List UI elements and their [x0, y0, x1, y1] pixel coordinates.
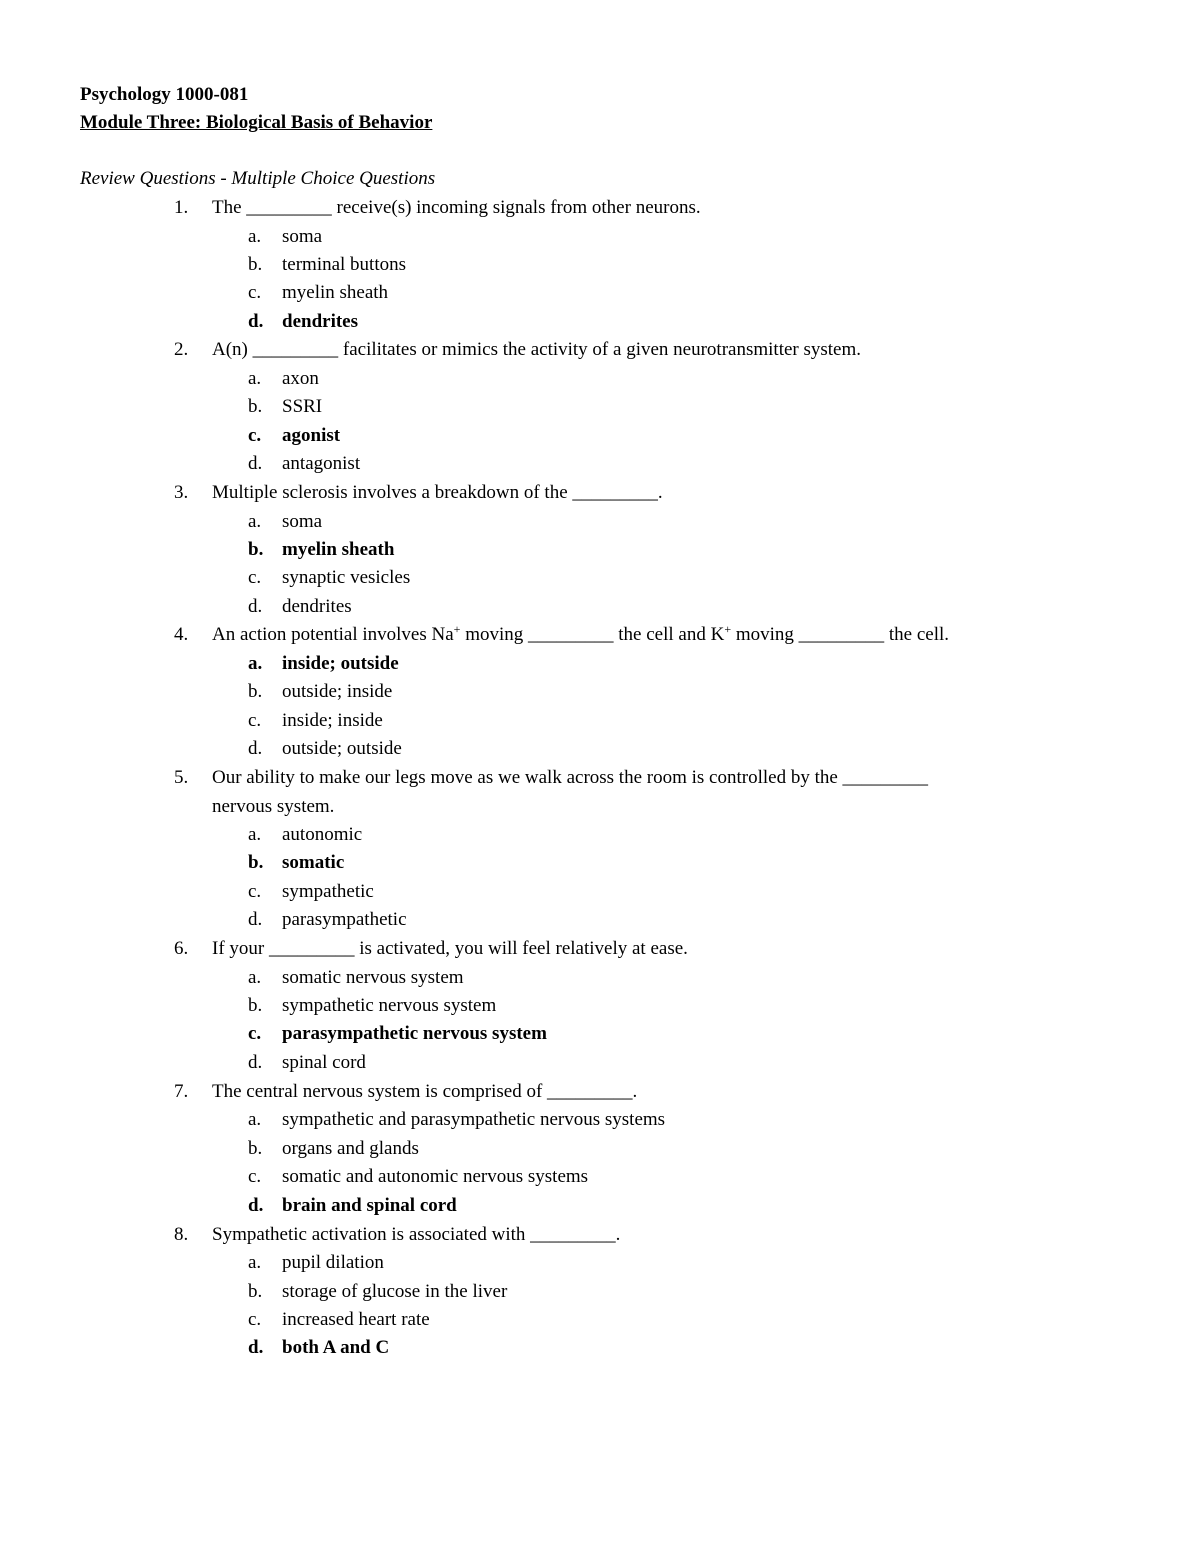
- correct-option-letter: b.: [248, 539, 264, 560]
- correct-option-text: inside; outside: [282, 653, 399, 674]
- question-number: 4.: [174, 624, 189, 645]
- option-letter: a.: [248, 967, 262, 988]
- correct-option-letter: d.: [248, 1195, 264, 1216]
- option-text: sympathetic nervous system: [282, 995, 497, 1016]
- option-letter: c.: [248, 1309, 262, 1330]
- option-letter: d.: [248, 453, 263, 474]
- section-heading: Review Questions - Multiple Choice Questions: [80, 168, 436, 189]
- question-text: A(n) _________ facilitates or mimics the activity of a given neurotransmitter system.: [212, 339, 862, 360]
- option-letter: a.: [248, 226, 262, 247]
- option-text: SSRI: [282, 396, 323, 417]
- question-text: Our ability to make our legs move as we walk across the room is controlled by the _________: [212, 767, 929, 788]
- course-title: Psychology 1000-081: [80, 84, 249, 105]
- correct-option-text: brain and spinal cord: [282, 1195, 457, 1216]
- question-number: 2.: [174, 339, 189, 360]
- option-text: myelin sheath: [282, 282, 389, 303]
- question-text: [212, 623, 949, 647]
- question-text: The _________ receive(s) incoming signals from other neurons.: [212, 197, 701, 218]
- option-text: somatic nervous system: [282, 967, 464, 988]
- option-letter: d.: [248, 596, 263, 617]
- option-letter: c.: [248, 710, 262, 731]
- option-text: increased heart rate: [282, 1309, 430, 1330]
- question-text: Multiple sclerosis involves a breakdown of the _________.: [212, 482, 663, 503]
- module-title: Module Three: Biological Basis of Behavior: [80, 112, 433, 133]
- option-text: autonomic: [282, 824, 363, 845]
- option-text: soma: [282, 511, 323, 532]
- option-text: soma: [282, 226, 323, 247]
- option-letter: a.: [248, 824, 262, 845]
- option-text: sympathetic: [282, 881, 374, 902]
- option-letter: c.: [248, 282, 262, 303]
- correct-option-letter: d.: [248, 1337, 264, 1358]
- option-letter: a.: [248, 1109, 262, 1130]
- question-number: 3.: [174, 482, 189, 503]
- option-text: synaptic vesicles: [282, 567, 411, 588]
- question-number: 1.: [174, 197, 189, 218]
- option-text: axon: [282, 368, 319, 389]
- option-letter: b.: [248, 681, 263, 702]
- option-letter: b.: [248, 396, 263, 417]
- question-text-continued: nervous system.: [212, 796, 335, 817]
- question-text: Sympathetic activation is associated with _________.: [212, 1224, 621, 1245]
- option-text: pupil dilation: [282, 1252, 384, 1273]
- option-text: spinal cord: [282, 1052, 366, 1073]
- option-text: outside; outside: [282, 738, 402, 759]
- option-text: terminal buttons: [282, 254, 407, 275]
- correct-option-letter: c.: [248, 425, 262, 446]
- question-text-part: moving _________ the cell.: [731, 624, 950, 645]
- option-letter: b.: [248, 254, 263, 275]
- option-text: sympathetic and parasympathetic nervous systems: [282, 1109, 666, 1130]
- correct-option-letter: a.: [248, 653, 263, 674]
- option-text: inside; inside: [282, 710, 383, 731]
- correct-option-letter: c.: [248, 1023, 262, 1044]
- option-text: antagonist: [282, 453, 361, 474]
- option-letter: b.: [248, 1281, 263, 1302]
- correct-option-text: dendrites: [282, 311, 358, 332]
- option-text: organs and glands: [282, 1138, 419, 1159]
- correct-option-text: somatic: [282, 852, 345, 873]
- question-text: If your _________ is activated, you will feel relatively at ease.: [212, 938, 688, 959]
- question-number: 6.: [174, 938, 189, 959]
- option-text: dendrites: [282, 596, 352, 617]
- option-letter: d.: [248, 1052, 263, 1073]
- correct-option-letter: b.: [248, 852, 264, 873]
- correct-option-text: agonist: [282, 425, 341, 446]
- potassium-charge: +: [724, 622, 732, 636]
- option-letter: a.: [248, 511, 262, 532]
- correct-option-text: parasympathetic nervous system: [282, 1023, 547, 1044]
- question-text: The central nervous system is comprised of _________.: [212, 1081, 638, 1102]
- option-text: parasympathetic: [282, 909, 407, 930]
- question-number: 7.: [174, 1081, 189, 1102]
- option-letter: c.: [248, 567, 262, 588]
- option-letter: c.: [248, 1166, 262, 1187]
- question-number: 5.: [174, 767, 189, 788]
- option-letter: a.: [248, 1252, 262, 1273]
- option-letter: d.: [248, 909, 263, 930]
- option-letter: b.: [248, 1138, 263, 1159]
- question-text-part: An action potential involves Na: [212, 624, 454, 645]
- correct-option-letter: d.: [248, 311, 264, 332]
- option-letter: c.: [248, 881, 262, 902]
- question-text-part: moving _________ the cell and K: [460, 624, 725, 645]
- question-number: 8.: [174, 1224, 189, 1245]
- option-letter: a.: [248, 368, 262, 389]
- option-text: somatic and autonomic nervous systems: [282, 1166, 589, 1187]
- option-letter: b.: [248, 995, 263, 1016]
- option-letter: d.: [248, 738, 263, 759]
- option-text: outside; inside: [282, 681, 393, 702]
- correct-option-text: myelin sheath: [282, 539, 395, 560]
- correct-option-text: both A and C: [282, 1337, 390, 1358]
- sodium-charge: +: [453, 622, 461, 636]
- option-text: storage of glucose in the liver: [282, 1281, 508, 1302]
